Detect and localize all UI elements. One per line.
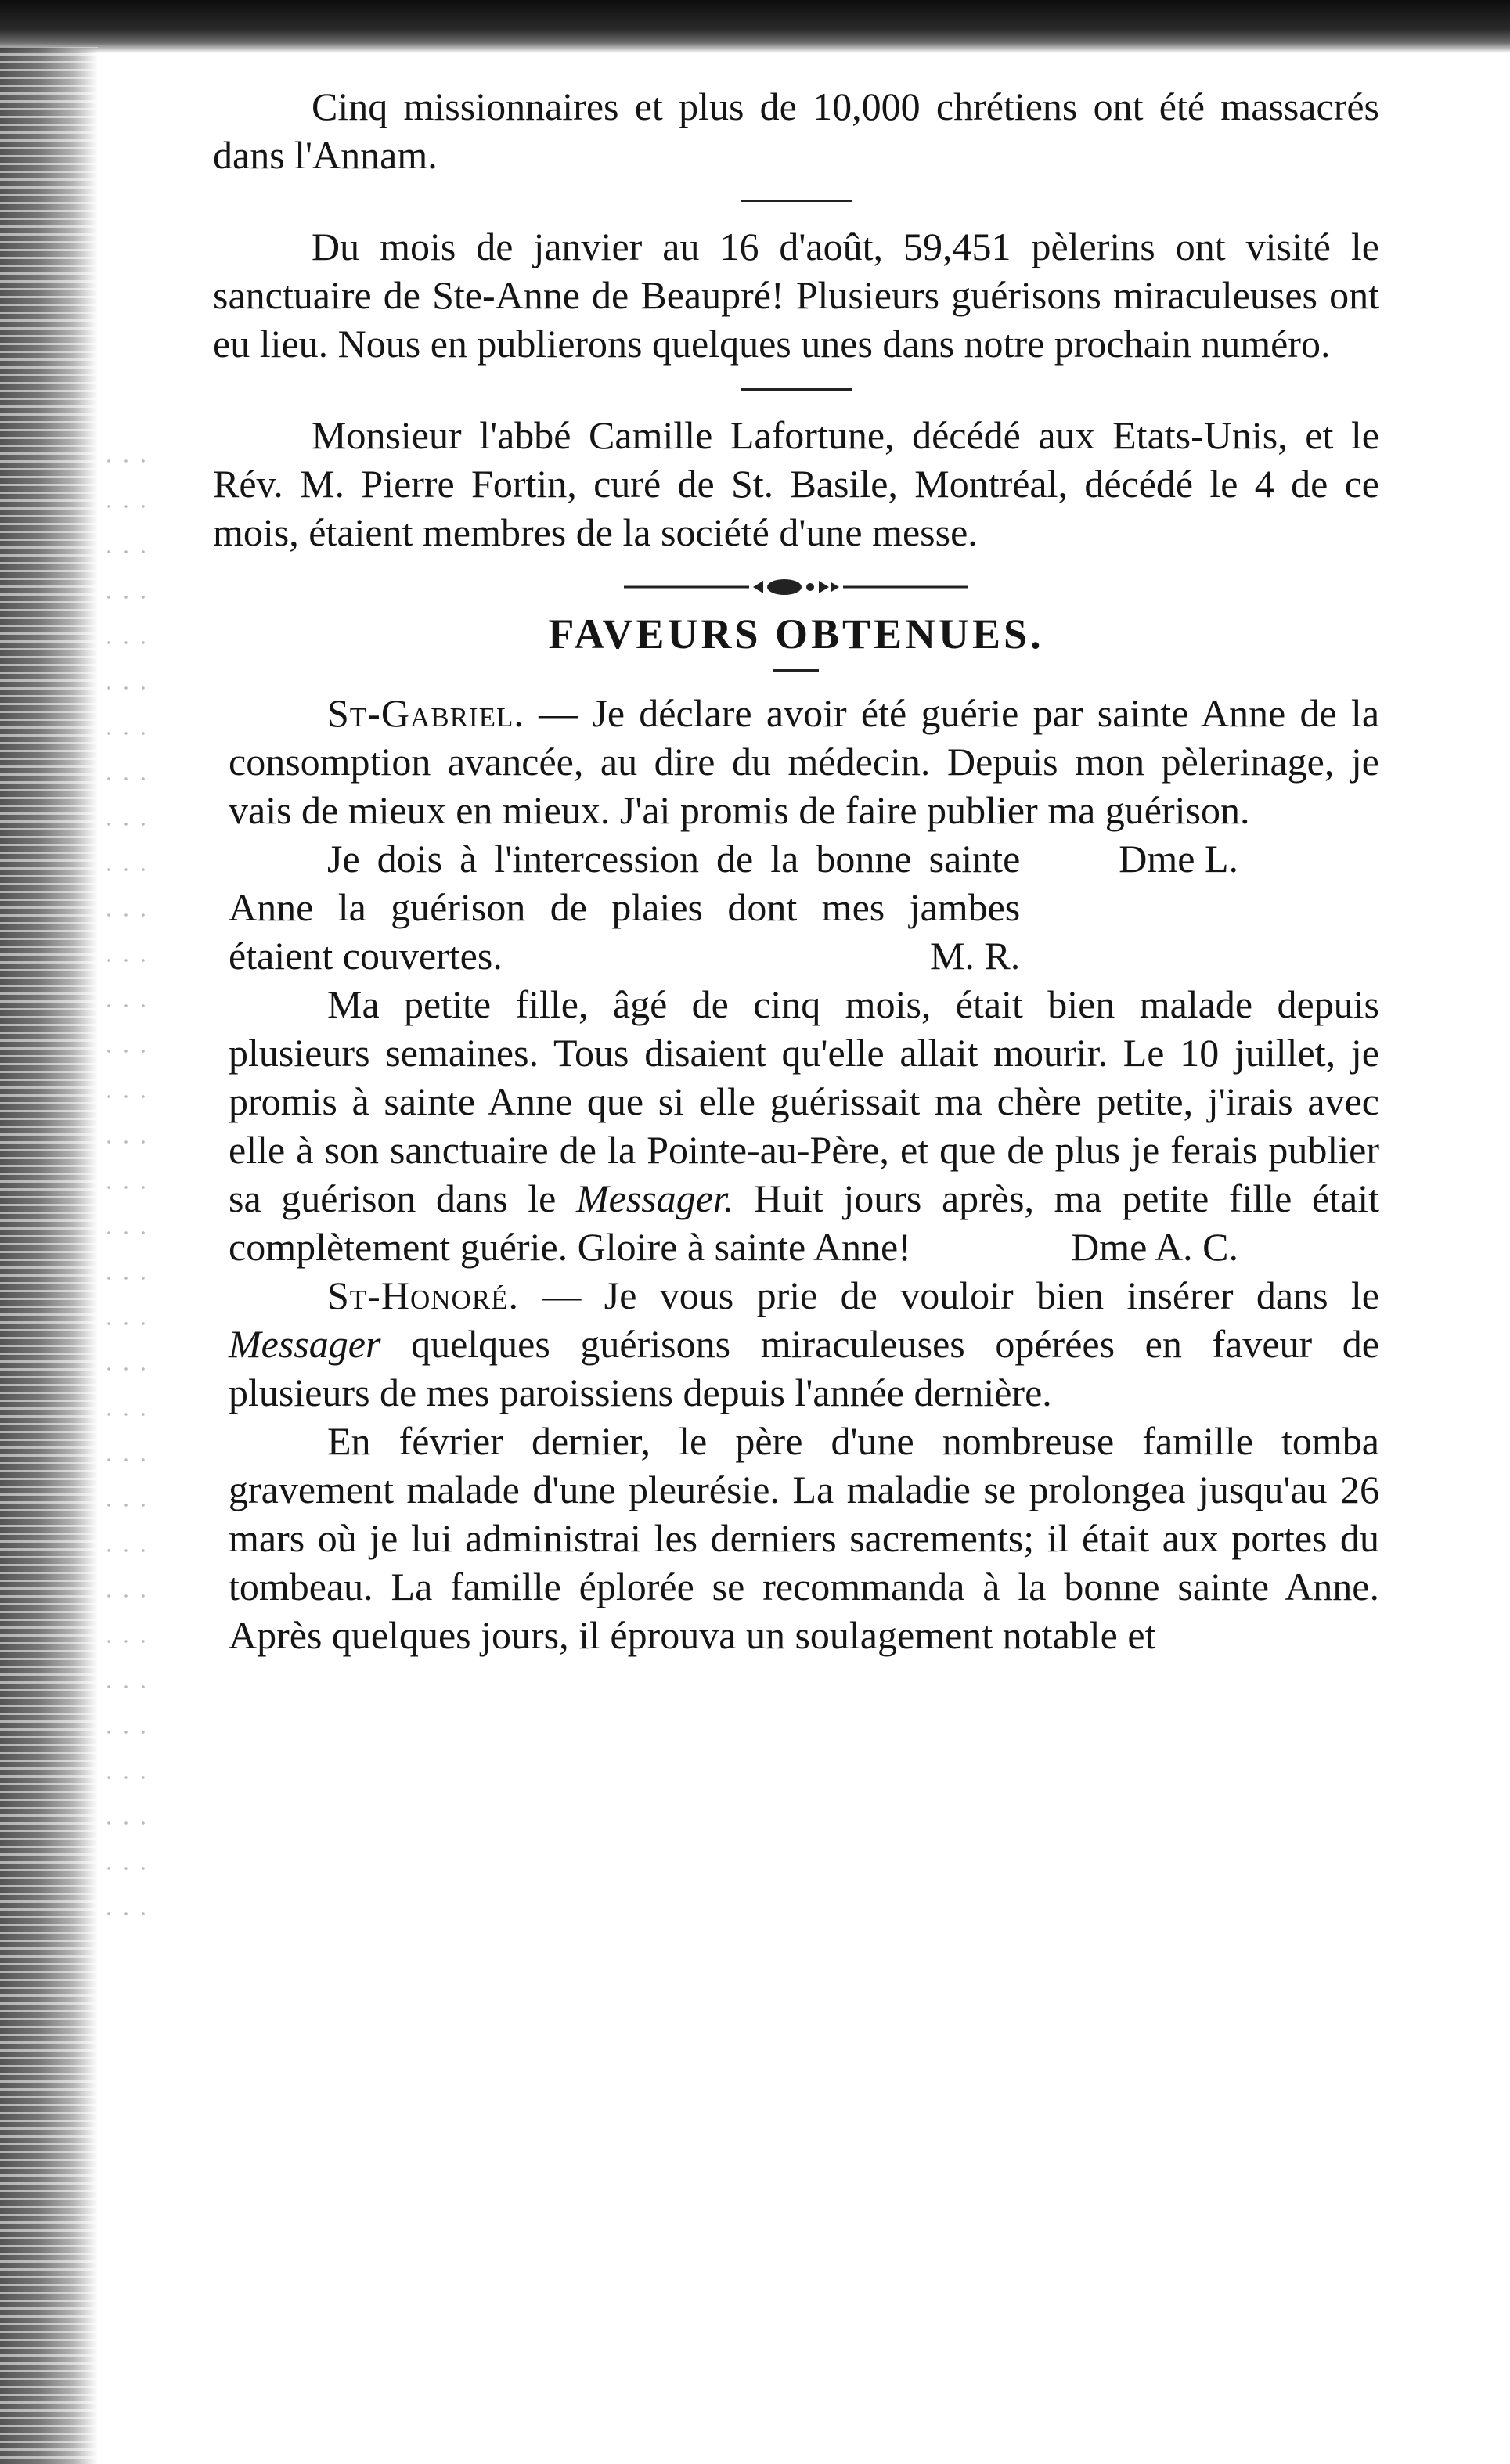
- heading-rule: [773, 669, 819, 672]
- testimonies-st-honore: [229, 1271, 1379, 1659]
- page-body: [213, 82, 1379, 1659]
- testimony-text: Huit jours après, ma petite fille était complètement guérie. Gloire à sainte Anne!: [229, 1176, 1380, 1269]
- testimony-text: — Je déclare avoir été guérie par sainte Anne de la consomption avancée, au dire du médecin. Depuis mon pèlerinage, je vais de mieux en mieux. J'ai promis de faire publier ma guérison.: [229, 691, 1380, 832]
- testimony-text: Je dois à l'intercession de la bonne sainte Anne la guérison de plaies dont mes jambes étaient couvertes.: [229, 837, 1021, 978]
- testimony-consumption: [229, 689, 1380, 881]
- parish-label: St-Honoré.: [327, 1273, 519, 1317]
- testimony-pleurisy: En février dernier, le père d'une nombreuse famille tomba gravement malade d'une pleurésie. La maladie se prolongea jusqu'au 26 mars où je lui administrai les derniers sacrements; il était aux portes du tombeau. La famille éplorée se recommanda à la bonne sainte Anne. Après quelques jours, il éprouva un soulagement notable et: [229, 1419, 1379, 1657]
- journal-title: Messager: [229, 1322, 381, 1366]
- signature: M. R.: [929, 934, 1021, 978]
- news-deceased: Monsieur l'abbé Camille Lafortune, décédé aux Etats-Unis, et le Rév. M. Pierre Fortin, curé de St. Basile, Montréal, décédé le 4 de ce mois, étaient membres de la société d'une messe.: [213, 413, 1379, 554]
- signature: Dme L.: [1119, 837, 1238, 881]
- testimony-text: quelques guérisons miraculeuses opérées en faveur de plusieurs de mes paroissiens depuis l'année dernière.: [229, 1322, 1380, 1414]
- scan-top-edge: [0, 0, 1510, 53]
- testimonies-st-gabriel: [229, 689, 1379, 1271]
- parish-label: St-Gabriel.: [327, 691, 524, 735]
- testimony-daughter: [229, 980, 1379, 1271]
- testimony-text: Ma petite fille, âgé de cinq mois, était bien malade depuis plusieurs semaines. Tous disaient qu'elle allait mourir. Le 10 juillet, je promis à sainte Anne que si elle guérissait ma chère petite, j'irais avec elle à son sanctuaire de la Pointe-au-Père, et que de plus je ferais publier sa guérison dans le: [229, 982, 1379, 1220]
- testimony-legs: [229, 834, 1020, 980]
- separator-rule: [741, 388, 852, 391]
- journal-title: Messager.: [575, 1176, 734, 1220]
- news-massacre: Cinq missionnaires et plus de 10,000 chrétiens ont été massacrés dans l'Annam.: [213, 85, 1379, 177]
- testimony-intro: [229, 1271, 1379, 1417]
- signature: Dme A. C.: [1071, 1225, 1238, 1269]
- ornament-divider: [624, 575, 968, 599]
- scan-speckles: [100, 438, 147, 1925]
- scan-binding-edge: [0, 47, 98, 2464]
- testimony-text: — Je vous prie de vouloir bien insérer dans le: [542, 1273, 1380, 1317]
- section-heading: FAVEURS OBTENUES.: [548, 611, 1044, 657]
- news-pilgrims: Du mois de janvier au 16 d'août, 59,451 pèlerins ont visité le sanctuaire de Ste-Anne de Beaupré! Plusieurs guérisons miraculeuses ont eu lieu. Nous en publierons quelques unes dans notre prochain numéro.: [213, 225, 1379, 366]
- separator-rule: [741, 200, 852, 202]
